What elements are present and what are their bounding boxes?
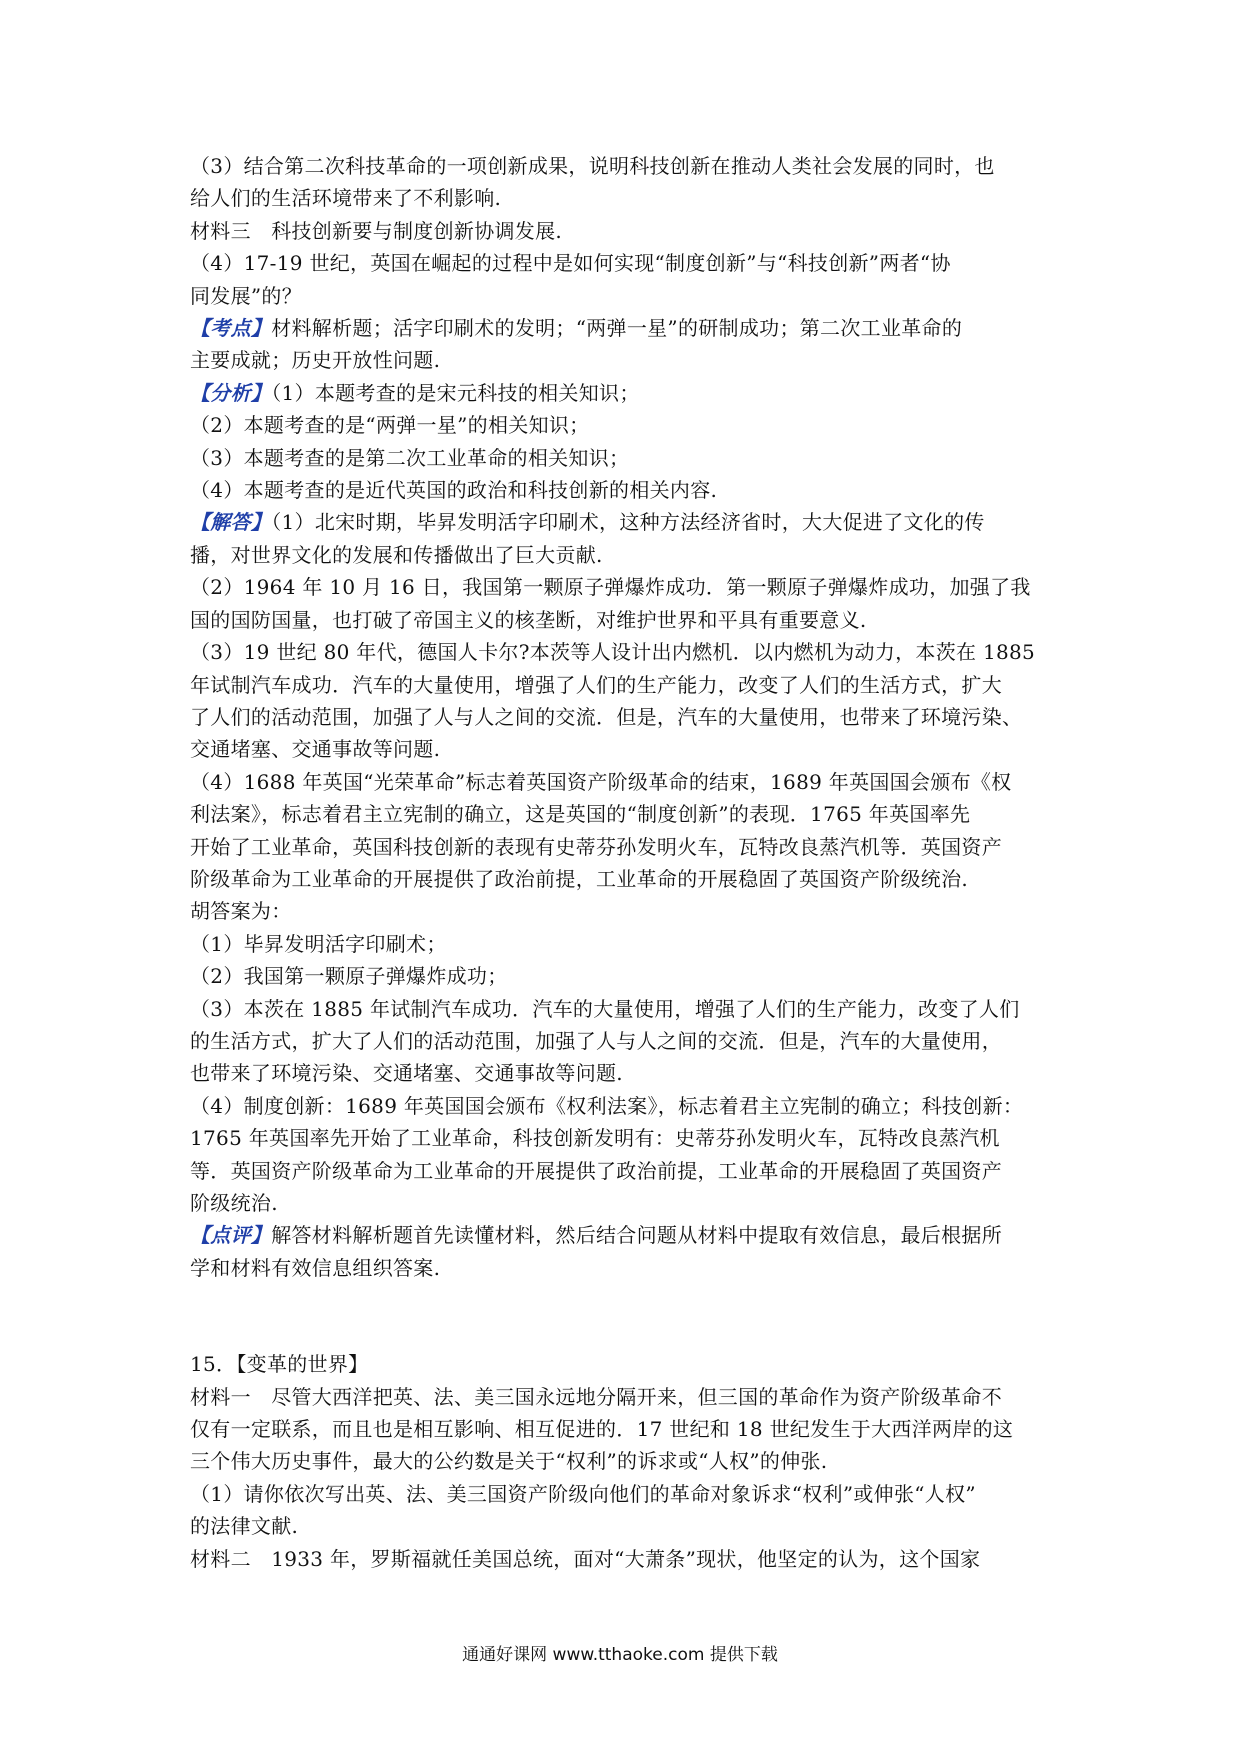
question-title: 15．【变革的世界】 bbox=[190, 1352, 369, 1377]
text-line: 学和材料有效信息组织答案. bbox=[190, 1255, 441, 1280]
text-line: 材料二 1933 年，罗斯福就任美国总统，面对“大萧条”现状，他坚定的认为，这个国家 bbox=[190, 1546, 981, 1571]
text-line: 1765 年英国率先开始了工业革命，科技创新发明有：史蒂芬孙发明火车，瓦特改良蒸汽机 bbox=[190, 1126, 1000, 1151]
dianping-text: 解答材料解析题首先读懂材料，然后结合问题从材料中提取有效信息，最后根据所 bbox=[271, 1223, 1003, 1248]
text-line: 仅有一定联系，而且也是相互影响、相互促进的．17 世纪和 18 世纪发生于大西洋两岸的这 bbox=[190, 1417, 1014, 1442]
page-footer: 通通好课网 www.tthaoke.com 提供下载 bbox=[462, 1645, 778, 1665]
text-line: 三个伟大历史事件，最大的公约数是关于“权利”的诉求或“人权”的伸张. bbox=[190, 1449, 828, 1474]
text-line: （3）本茨在 1885 年试制汽车成功．汽车的大量使用，增强了人们的生产能力，改变了人们 bbox=[190, 996, 1020, 1021]
text-line: 阶级统治. bbox=[190, 1191, 278, 1215]
fenxi-tag: 【分析】 bbox=[190, 380, 272, 405]
text-line: （4）制度创新：1689 年英国国会颁布《权利法案》，标志着君主立宪制的确立；科技创新： bbox=[190, 1093, 1024, 1118]
text-line: 的法律文献. bbox=[190, 1514, 299, 1539]
text-line: 国的国防国量，也打破了帝国主义的核垄断，对维护世界和平具有重要意义. bbox=[190, 607, 867, 632]
jieda-text: （1）北宋时期，毕昇发明活字印刷术，这种方法经济省时，大大促进了文化的传 bbox=[271, 510, 985, 535]
text-line: 给人们的生活环境带来了不利影响. bbox=[190, 186, 502, 211]
text-line: 同发展”的？ bbox=[190, 283, 303, 308]
jieda-tag: 【解答】 bbox=[190, 510, 272, 535]
text-line: （4）本题考查的是近代英国的政治和科技创新的相关内容. bbox=[190, 478, 718, 503]
text-line: （1）请你依次写出英、法、美三国资产阶级向他们的革命对象诉求“权利”或伸张“人权” bbox=[190, 1481, 976, 1506]
text-line: （3）结合第二次科技革命的一项创新成果，说明科技创新在推动人类社会发展的同时，也 bbox=[190, 154, 995, 178]
dianping-tag: 【点评】 bbox=[190, 1223, 272, 1248]
text-line: 的生活方式，扩大了人们的活动范围，加强了人与人之间的交流．但是，汽车的大量使用， bbox=[190, 1028, 1002, 1053]
kaodian-line bbox=[190, 312, 1060, 344]
text-line: 材料三 科技创新要与制度创新协调发展. bbox=[190, 218, 563, 243]
kaodian-text: 材料解析题；活字印刷术的发明；“两弹一星”的研制成功；第二次工业革命的 bbox=[271, 316, 963, 341]
text-line: 开始了工业革命，英国科技创新的表现有史蒂芬孙发明火车，瓦特改良蒸汽机等．英国资产 bbox=[190, 834, 1002, 859]
text-line: 阶级革命为工业革命的开展提供了政治前提，工业革命的开展稳固了英国资产阶级统治. bbox=[190, 866, 969, 891]
fenxi-line bbox=[190, 377, 1060, 409]
text-line: 主要成就；历史开放性问题. bbox=[190, 348, 441, 373]
fenxi-text: （1）本题考查的是宋元科技的相关知识； bbox=[271, 380, 640, 405]
text-line: 交通堵塞、交通事故等问题. bbox=[190, 737, 441, 762]
text-line: （3）本题考查的是第二次工业革命的相关知识； bbox=[190, 445, 630, 470]
text-line: 等．英国资产阶级革命为工业革命的开展提供了政治前提，工业革命的开展稳固了英国资产 bbox=[190, 1158, 1002, 1183]
text-line: 了人们的活动范围，加强了人与人之间的交流．但是，汽车的大量使用，也带来了环境污染、 bbox=[190, 704, 1023, 729]
text-line: （2）1964 年 10 月 16 日，我国第一颗原子弹爆炸成功．第一颗原子弹爆炸成功，加强了我 bbox=[190, 575, 1031, 600]
text-line: （3）19 世纪 80 年代，德国人卡尔?本茨等人设计出内燃机．以内燃机为动力，本茨在 1885 bbox=[190, 640, 1036, 665]
text-line: 胡答案为： bbox=[190, 899, 292, 924]
text-line: 播，对世界文化的发展和传播做出了巨大贡献. bbox=[190, 542, 603, 567]
text-line: （4）1688 年英国“光荣革命”标志着英国资产阶级革命的结束，1689 年英国国会颁布《权 bbox=[190, 769, 1012, 794]
jieda-line bbox=[190, 506, 1060, 538]
text-line: （2）我国第一颗原子弹爆炸成功； bbox=[190, 964, 508, 989]
text-line: （4）17-19 世纪，英国在崛起的过程中是如何实现“制度创新”与“科技创新”两者“协 bbox=[190, 251, 951, 276]
text-line: 也带来了环境污染、交通堵塞、交通事故等问题. bbox=[190, 1061, 623, 1086]
text-line: （1）毕昇发明活字印刷术； bbox=[190, 931, 447, 956]
text-line: 利法案》，标志着君主立宪制的确立，这是英国的“制度创新”的表现．1765 年英国率先 bbox=[190, 802, 971, 827]
text-line: 年试制汽车成功．汽车的大量使用，增强了人们的生产能力，改变了人们的生活方式，扩大 bbox=[190, 672, 1002, 697]
section-gap bbox=[190, 1284, 1060, 1348]
document-body bbox=[190, 150, 1060, 1575]
kaodian-tag: 【考点】 bbox=[190, 316, 272, 341]
text-line: 材料一 尽管大西洋把英、法、美三国永远地分隔开来，但三国的革命作为资产阶级革命不 bbox=[190, 1384, 1002, 1409]
text-line: （2）本题考查的是“两弹一星”的相关知识； bbox=[190, 413, 590, 438]
dianping-line bbox=[190, 1219, 1060, 1251]
